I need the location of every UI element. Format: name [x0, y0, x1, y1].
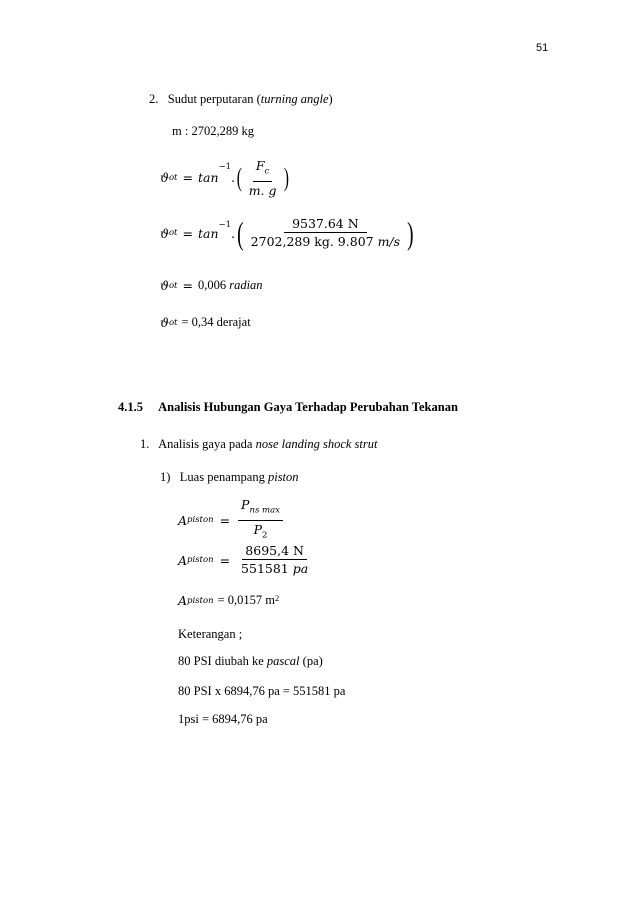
- dot-operator-2: .: [231, 225, 236, 241]
- a-piston-sub: piston: [187, 515, 214, 525]
- a-piston-var: A: [178, 512, 188, 528]
- page-number: 51: [536, 42, 549, 54]
- notes-line-1: [178, 654, 323, 669]
- fraction-numerator-6: 8695,4 N: [242, 543, 307, 560]
- subitem-1-1-italic: piston: [267, 470, 299, 484]
- degree-value: = 0,34 derajat: [181, 315, 251, 329]
- subitem-1-text: Analisis gaya pada: [158, 437, 256, 451]
- equals-sign-3: =: [182, 278, 193, 293]
- left-paren: (: [236, 162, 242, 192]
- fc-variable: F: [255, 158, 265, 173]
- subitem-1-1-text: Luas penampang: [179, 470, 268, 484]
- notes-line-3: 1psi = 6894,76 pa: [178, 712, 268, 726]
- equation-3: [160, 278, 263, 293]
- notes-line-2: 80 PSI x 6894,76 pa = 551581 pa: [178, 684, 346, 698]
- theta-symbol: ϑ: [160, 170, 169, 186]
- theta-symbol-4: ϑ: [160, 315, 169, 330]
- right-paren: ): [283, 162, 289, 192]
- right-paren-2: ): [407, 215, 414, 251]
- subitem-1-number: 1.: [140, 437, 150, 451]
- fraction-fc-over-mg: [246, 158, 280, 198]
- item-2-title-italic: turning angle: [260, 92, 329, 106]
- denominator-6-unit: pa: [292, 561, 309, 576]
- notes-heading: Keterangan ;: [178, 627, 243, 641]
- theta-subscript: ot: [168, 172, 178, 183]
- left-paren-2: (: [237, 215, 244, 251]
- p2-var: P: [253, 521, 262, 537]
- theta-subscript-2: ot: [168, 228, 178, 238]
- fraction-force-over-weight: [248, 216, 403, 250]
- dot-operator: .: [231, 170, 236, 186]
- subitem-1-italic: nose landing shock strut: [255, 437, 378, 451]
- mass-value: m : 2702,289 kg: [172, 124, 254, 138]
- equation-6: [178, 543, 313, 577]
- fraction-force-over-pressure: [238, 543, 311, 577]
- equation-4: [160, 315, 251, 330]
- denominator-unit: m/s: [377, 234, 401, 249]
- fraction-denominator-5: [251, 521, 271, 544]
- subitem-1-1-number: 1): [160, 470, 171, 484]
- fraction-pressure: [238, 497, 283, 543]
- denominator-text: 2702,289 kg. 9.807: [250, 234, 378, 249]
- pns-sub: ns max: [249, 505, 280, 516]
- tan-superscript: −1: [218, 162, 232, 172]
- equals-sign: =: [182, 170, 193, 186]
- fraction-numerator: [253, 158, 272, 182]
- a-piston-var-3: A: [178, 593, 188, 608]
- fraction-numerator-2: 9537.64 N: [284, 216, 367, 233]
- denominator-6-text: 551581: [241, 561, 293, 576]
- p2-sub: 2: [261, 530, 268, 540]
- radian-unit: radian: [229, 278, 263, 292]
- section-title: Analisis Hubungan Gaya Terhadap Perubahan Tekanan: [158, 400, 458, 414]
- tan-function-2: tan: [197, 225, 219, 241]
- radian-value: 0,006: [197, 278, 227, 292]
- notes-line-1-text: 80 PSI diubah ke: [178, 654, 267, 668]
- fraction-denominator-2: [248, 233, 403, 250]
- tan-superscript-2: −1: [218, 220, 232, 230]
- pns-var: P: [241, 497, 250, 512]
- fc-subscript: c: [264, 166, 270, 177]
- item-2-title: Sudut perputaran (: [167, 92, 261, 106]
- subitem-1: [140, 437, 377, 452]
- item-2-number: 2.: [149, 92, 159, 106]
- a-piston-var-2: A: [178, 552, 188, 568]
- theta-subscript-3: ot: [168, 280, 178, 291]
- equation-5: [178, 497, 285, 543]
- notes-line-1-end: (pa): [299, 654, 323, 668]
- equation-7: [178, 593, 279, 608]
- theta-subscript-4: ot: [168, 317, 178, 328]
- area-exponent: 2: [274, 593, 280, 603]
- tan-function: tan: [197, 170, 219, 186]
- subitem-1-1: [160, 470, 299, 485]
- a-piston-sub-2: piston: [187, 555, 214, 565]
- section-number: 4.1.5: [118, 400, 143, 414]
- notes-line-1-italic: pascal: [266, 654, 300, 668]
- equation-1: [160, 158, 290, 198]
- area-value: = 0,0157 m: [217, 593, 275, 607]
- fraction-denominator-6: [238, 560, 311, 577]
- item-2-title-end: ): [328, 92, 333, 106]
- theta-symbol-2: ϑ: [160, 225, 169, 241]
- equation-2: [160, 216, 416, 250]
- theta-symbol-3: ϑ: [160, 278, 169, 293]
- equals-sign-2: =: [182, 225, 193, 241]
- a-piston-sub-3: piston: [187, 595, 214, 606]
- fraction-denominator: m. g: [248, 182, 277, 198]
- equals-sign-5: =: [219, 512, 231, 528]
- item-2-heading: [149, 92, 333, 107]
- equals-sign-6: =: [219, 552, 231, 568]
- fraction-numerator-5: [238, 497, 283, 521]
- section-heading: [118, 400, 458, 415]
